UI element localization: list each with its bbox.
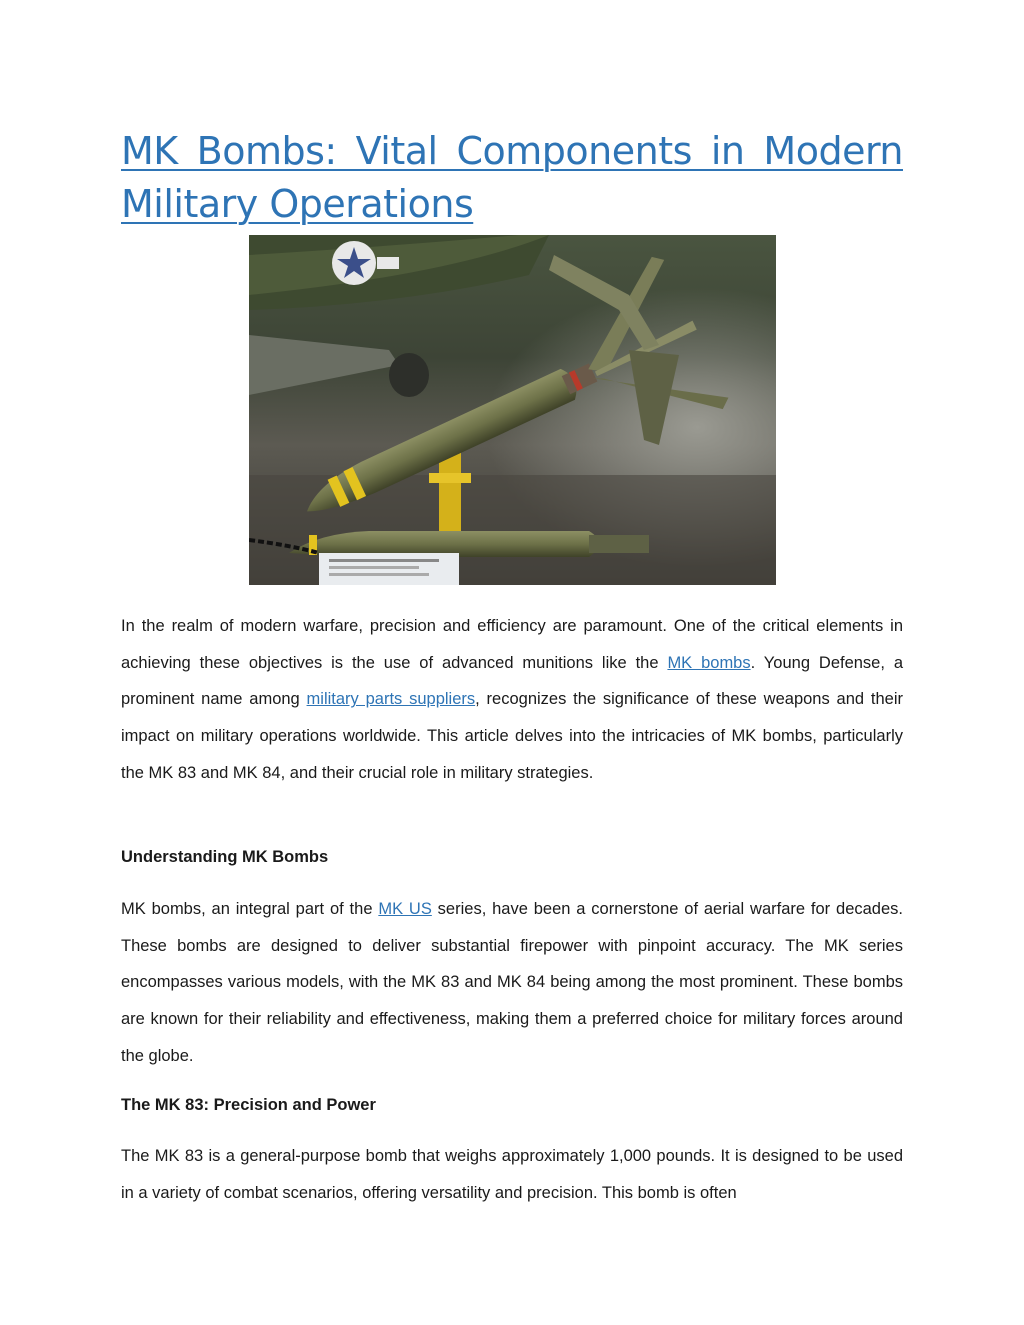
title-link[interactable]: MK Bombs: Vital Components in Modern Military Operations <box>121 129 903 226</box>
paragraph-text: . Young Defense, a prominent name among <box>121 653 904 709</box>
paragraph-mk83: The MK 83 is a general-purpose bomb that weighs approximately 1,000 pounds. It is designed to be used in a variety of combat scenarios, offering versatility and precision. This bomb is often <box>121 1147 903 1202</box>
mk-bomb-museum-photo-icon <box>249 235 776 585</box>
hero-image <box>249 235 776 585</box>
section-heading-understanding: Understanding MK Bombs <box>121 848 329 866</box>
paragraph-text: In the realm of modern warfare, precision and efficiency are paramount. One of the critical elements in achieving these objectives is the use of advanced munitions like the <box>121 617 903 672</box>
paragraph-understanding <box>121 891 903 1075</box>
page-title <box>121 125 903 231</box>
mk-bombs-link[interactable]: MK bombs <box>667 653 751 672</box>
paragraph-text: , recognizes the significance of these weapons and their impact on military operations worldwide. This article delves into the intricacies of MK bombs, particularly the MK 83 and MK 84, and their crucial role in military strategies. <box>121 690 903 782</box>
paragraph-text: MK bombs, an integral part of the <box>121 900 379 918</box>
military-parts-suppliers-link[interactable]: military parts suppliers <box>306 690 476 709</box>
mk-us-link[interactable]: MK US <box>378 900 432 918</box>
section-heading-mk83: The MK 83: Precision and Power <box>121 1096 376 1114</box>
paragraph-text: series, have been a cornerstone of aerial warfare for decades. These bombs are designed to deliver substantial firepower with pinpoint accuracy. The MK series encompasses various models, with the MK 83 and MK 84 being among the most prominent. These bombs are known for their reliability and effectiveness, making them a preferred choice for military forces around the globe. <box>121 900 903 1065</box>
paragraph-intro <box>121 608 903 792</box>
